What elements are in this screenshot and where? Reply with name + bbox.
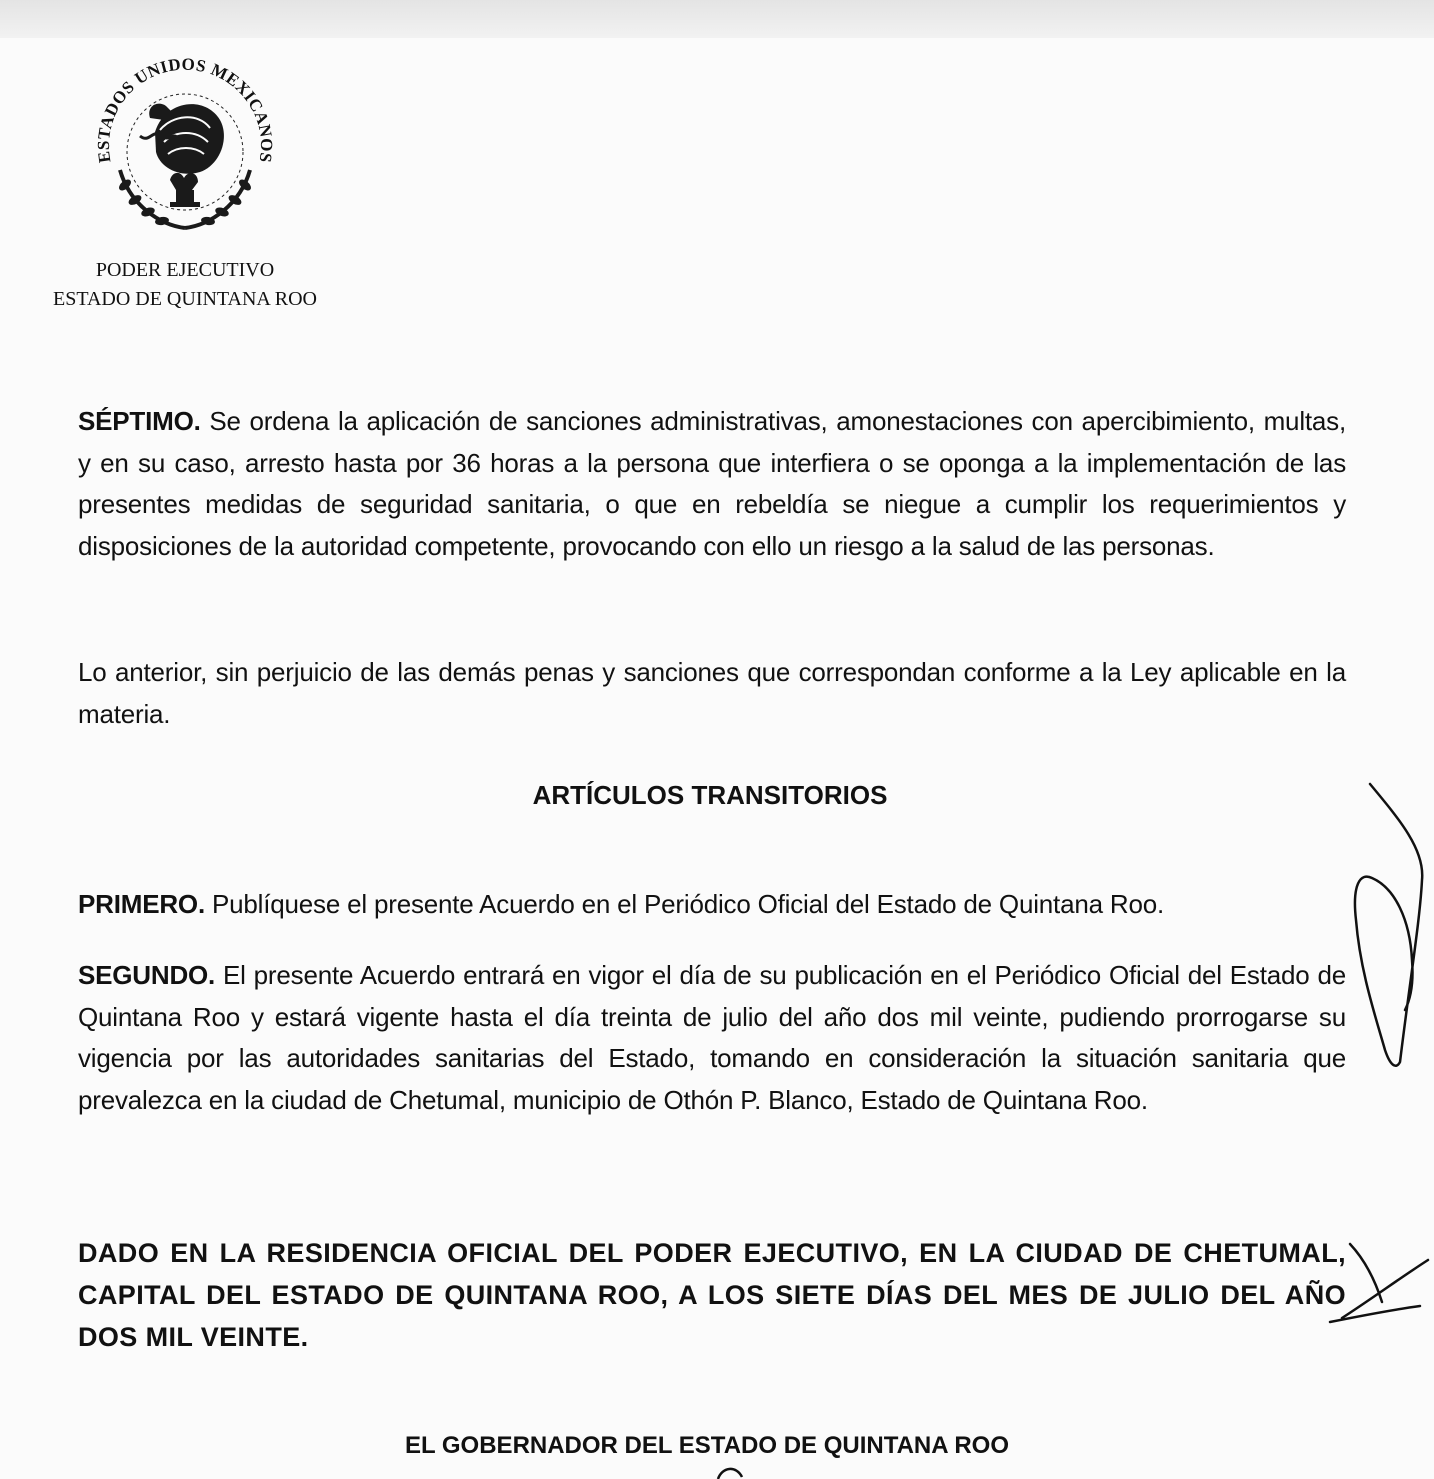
initial-signature-icon xyxy=(1320,1230,1434,1330)
svg-text:ESTADOS UNIDOS MEXICANOS: ESTADOS UNIDOS MEXICANOS xyxy=(93,54,277,165)
margin-signature-icon xyxy=(1350,780,1434,1080)
article-text: Publíquese el presente Acuerdo en el Periódico Oficial del Estado de Quintana Roo. xyxy=(204,889,1164,919)
article-text: El presente Acuerdo entrará en vigor el día de su publicación en el Periódico Oficial del Estado de Quintana Roo y estará vigente hasta el día treinta de julio del año dos mil veinte, pudiendo prorrogarse su vigencia por las autoridades sanitarias del Estado, tomando en consideración la situación sanitaria que prevalezca en la ciudad de Chetumal, municipio de Othón P. Blanco, Estado de Quintana Roo. xyxy=(78,960,1346,1115)
article-text: Se ordena la aplicación de sanciones administrativas, amonestaciones con apercibimiento, multas, y en su caso, arresto hasta por 36 horas a la persona que interfiera o se oponga a la implementación de las presentes medidas de seguridad sanitaria, o que en rebeldía se niegue a cumplir los requerimientos y disposiciones de la autoridad competente, provocando con ello un riesgo a la salud de las personas. xyxy=(78,406,1346,561)
article-label: SEGUNDO. xyxy=(78,960,216,990)
article-primero xyxy=(78,884,1346,926)
closing-statement: DADO EN LA RESIDENCIA OFICIAL DEL PODER EJECUTIVO, EN LA CIUDAD DE CHETUMAL, CAPITAL DEL ESTADO DE QUINTANA ROO, A LOS SIETE DÍAS DEL MES DE JULIO DEL AÑO DOS MIL VEINTE. xyxy=(78,1238,1346,1352)
agency-line-2: ESTADO DE QUINTANA ROO xyxy=(52,288,317,310)
section-heading-transitorios: ARTÍCULOS TRANSITORIOS xyxy=(532,780,888,810)
signatory-title: EL GOBERNADOR DEL ESTADO DE QUINTANA ROO xyxy=(404,1432,1010,1459)
signature-start-mark-icon xyxy=(710,1463,750,1479)
issuing-agency xyxy=(0,256,370,314)
article-label: SÉPTIMO. xyxy=(78,406,201,436)
article-segundo xyxy=(78,955,1346,1121)
agency-line-1: PODER EJECUTIVO xyxy=(95,259,275,281)
coat-of-arms-seal-icon xyxy=(80,40,290,250)
article-label: PRIMERO. xyxy=(78,889,205,919)
paragraph-anterior: Lo anterior, sin perjuicio de las demás penas y sanciones que correspondan conforme a la Ley aplicable en la materia. xyxy=(78,657,1346,729)
article-septimo xyxy=(78,401,1346,567)
top-bar xyxy=(0,0,1434,38)
